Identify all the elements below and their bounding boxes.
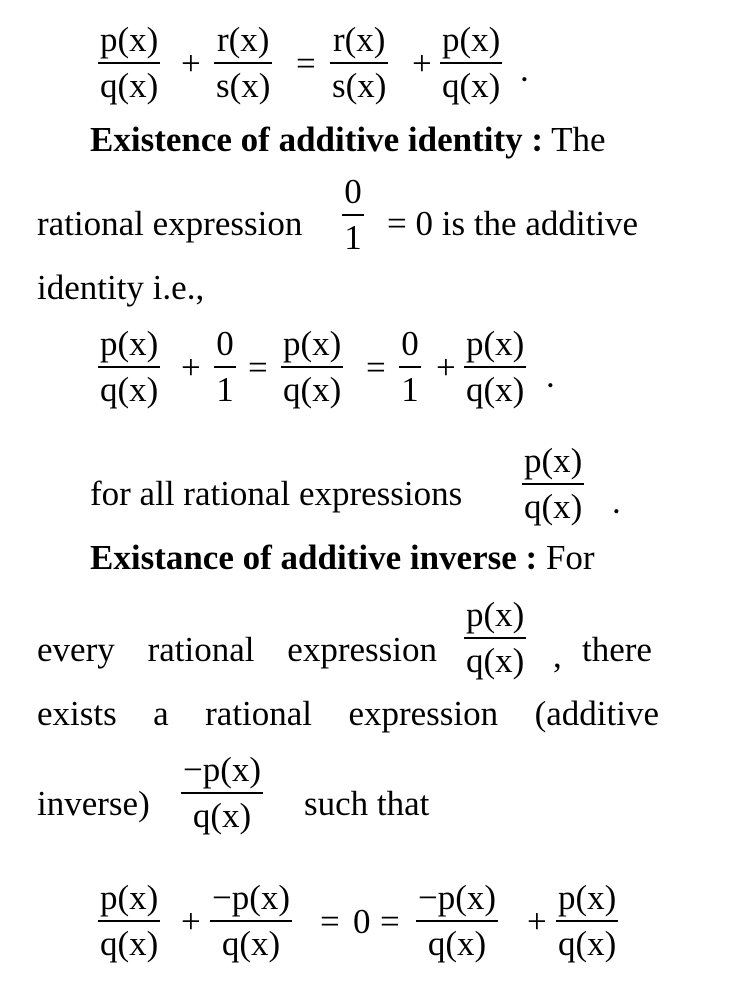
identity-line2-start: rational expression: [37, 204, 303, 243]
fraction-zero-over-one: [342, 174, 364, 255]
denominator: q(x): [524, 487, 583, 526]
fraction-p-over-q: [98, 22, 160, 103]
period: .: [520, 50, 529, 89]
denominator: q(x): [100, 924, 159, 963]
equals-sign: =: [296, 44, 316, 83]
denominator: q(x): [442, 66, 501, 105]
word: rational: [205, 694, 313, 733]
numerator: 0: [401, 324, 419, 363]
fraction-zero-over-one: [214, 326, 236, 407]
fraction-p-over-q: [440, 22, 502, 103]
numerator: −p(x): [212, 878, 291, 917]
numerator: p(x): [100, 20, 159, 59]
equals-sign: =: [320, 902, 340, 941]
numerator: p(x): [524, 441, 583, 480]
identity-heading-line: [90, 122, 606, 157]
numerator: r(x): [216, 20, 270, 59]
word: every: [37, 630, 115, 669]
fraction-p-over-q: [98, 880, 160, 961]
word: expression: [287, 630, 437, 669]
numerator: p(x): [100, 324, 159, 363]
word: rational: [147, 630, 255, 669]
fraction-neg-p-over-q: [416, 880, 498, 961]
identity-heading-tail: The: [551, 120, 606, 159]
denominator: q(x): [466, 641, 525, 680]
inverse-line4-end: such that: [304, 784, 430, 823]
fraction-zero-over-one: [399, 326, 421, 407]
inverse-heading: Existance of additive inverse :: [90, 538, 538, 577]
numerator: p(x): [442, 20, 501, 59]
equals-sign: =: [380, 902, 400, 941]
numerator: 0: [344, 172, 362, 211]
inverse-heading-tail: For: [545, 538, 595, 577]
fraction-neg-p-over-q: [181, 752, 263, 833]
word: expression: [348, 694, 499, 733]
numerator: p(x): [466, 324, 525, 363]
plus-sign: +: [436, 348, 456, 387]
denominator: 1: [344, 218, 362, 257]
numerator: p(x): [558, 878, 617, 917]
denominator: q(x): [558, 924, 617, 963]
denominator: 1: [216, 370, 234, 409]
fraction-neg-p-over-q: [210, 880, 292, 961]
inverse-line3: [37, 696, 659, 731]
denominator: q(x): [427, 924, 487, 963]
numerator: 0: [216, 324, 234, 363]
period: .: [612, 482, 621, 521]
fraction-p-over-q: [522, 443, 584, 524]
word: exists: [37, 694, 117, 733]
fraction-p-over-q: [98, 326, 160, 407]
fraction-p-over-q: [464, 326, 526, 407]
comma: ,: [553, 636, 562, 675]
fraction-r-over-s: [330, 22, 388, 103]
denominator: s(x): [216, 66, 271, 105]
equals-sign: =: [248, 348, 268, 387]
identity-line2-end: = 0 is the additive: [387, 204, 639, 243]
plus-sign: +: [181, 44, 201, 83]
plus-sign: +: [181, 902, 201, 941]
denominator: q(x): [100, 66, 159, 105]
zero: 0: [353, 902, 371, 941]
plus-sign: +: [181, 348, 201, 387]
equals-sign: =: [366, 348, 386, 387]
denominator: q(x): [221, 924, 281, 963]
inverse-line2-end: there: [582, 630, 652, 669]
denominator: q(x): [100, 370, 159, 409]
inverse-heading-line: [90, 540, 595, 575]
numerator: p(x): [466, 595, 525, 634]
inverse-line2-start: [37, 632, 437, 667]
plus-sign: +: [412, 44, 432, 83]
identity-line4: for all rational expressions: [90, 474, 463, 513]
fraction-p-over-q: [464, 597, 526, 678]
denominator: q(x): [283, 370, 342, 409]
identity-heading: Existence of additive identity :: [90, 120, 544, 159]
numerator: p(x): [283, 324, 342, 363]
numerator: −p(x): [418, 878, 497, 917]
numerator: r(x): [332, 20, 386, 59]
word: (additive: [534, 694, 659, 733]
denominator: q(x): [192, 796, 252, 835]
denominator: 1: [401, 370, 419, 409]
identity-line3: identity i.e.,: [37, 268, 205, 307]
word: a: [153, 694, 169, 733]
period: .: [546, 356, 555, 395]
fraction-p-over-q: [281, 326, 343, 407]
fraction-r-over-s: [214, 22, 272, 103]
fraction-p-over-q: [556, 880, 618, 961]
numerator: p(x): [100, 878, 159, 917]
denominator: q(x): [466, 370, 525, 409]
plus-sign: +: [527, 902, 547, 941]
numerator: −p(x): [183, 750, 262, 789]
inverse-line4-start: inverse): [37, 784, 150, 823]
denominator: s(x): [332, 66, 387, 105]
